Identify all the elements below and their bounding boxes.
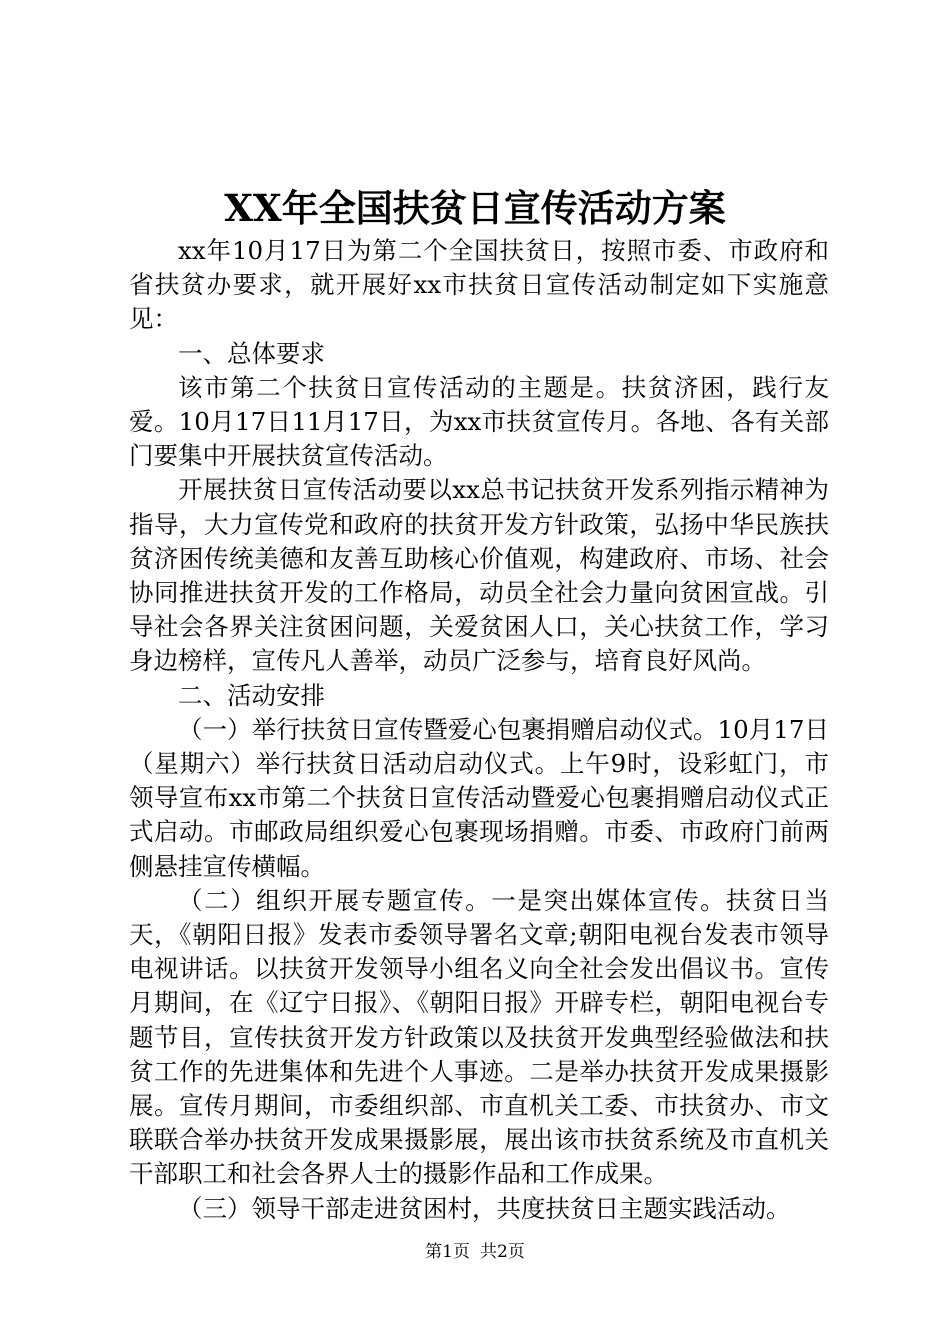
paragraph-intro: xx年10月17日为第二个全国扶贫日，按照市委、市政府和省扶贫办要求，就开展好xx市扶贫日宣传活动制定如下实施意见： bbox=[129, 236, 829, 334]
paragraph-activity-1: （一）举行扶贫日宣传暨爱心包裹捐赠启动仪式。10月17日（星期六）举行扶贫日活动启动仪式。上午9时，设彩虹门，市领导宣布xx市第二个扶贫日宣传活动暨爱心包裹捐赠启动仪式正式启动。市邮政局组织爱心包裹现场捐赠。市委、市政府门前两侧悬挂宣传横幅。 bbox=[129, 714, 829, 881]
paragraph-theme: 该市第二个扶贫日宣传活动的主题是。扶贫济困，践行友爱。10月17日11月17日，为xx市扶贫宣传月。各地、各有关部门要集中开展扶贫宣传活动。 bbox=[129, 372, 829, 471]
paragraph-guidance: 开展扶贫日宣传活动要以xx总书记扶贫开发系列指示精神为指导，大力宣传党和政府的扶贫开发方针政策，弘扬中华民族扶贫济困传统美德和友善互助核心价值观，构建政府、市场、社会协同推进扶贫开发的工作格局，动员全社会力量向贫困宣战。引导社会各界关注贫困问题，关爱贫困人口，关心扶贫工作，学习身边榜样，宣传凡人善举，动员广泛参与，培育良好风尚。 bbox=[129, 475, 829, 676]
document-title: XX年全国扶贫日宣传活动方案 bbox=[224, 186, 726, 230]
page-total: 共2页 bbox=[480, 1242, 525, 1262]
page-number: 第1页 bbox=[425, 1242, 470, 1262]
heading-activity-arrangement: 二、活动安排 bbox=[178, 680, 325, 710]
paragraph-activity-2: （二）组织开展专题宣传。一是突出媒体宣传。扶贫日当天，《朝阳日报》发表市委领导署名文章;朝阳电视台发表市领导电视讲话。以扶贫开发领导小组名义向全社会发出倡议书。宣传月期间，在《辽宁日报》、《朝阳日报》开辟专栏，朝阳电视台专题节目，宣传扶贫开发方针政策以及扶贫开发典型经验做法和扶贫工作的先进集体和先进个人事迹。二是举办扶贫开发成果摄影展。宣传月期间，市委组织部、市直机关工委、市扶贫办、市文联联合举办扶贫开发成果摄影展，展出该市扶贫系统及市直机关干部职工和社会各界人士的摄影作品和工作成果。 bbox=[129, 885, 829, 1189]
document-body bbox=[129, 234, 829, 1226]
page-footer bbox=[0, 1241, 950, 1263]
paragraph-activity-3: （三）领导干部走进贫困村，共度扶贫日主题实践活动。 bbox=[178, 1193, 791, 1223]
heading-general-requirements: 一、总体要求 bbox=[178, 338, 325, 368]
